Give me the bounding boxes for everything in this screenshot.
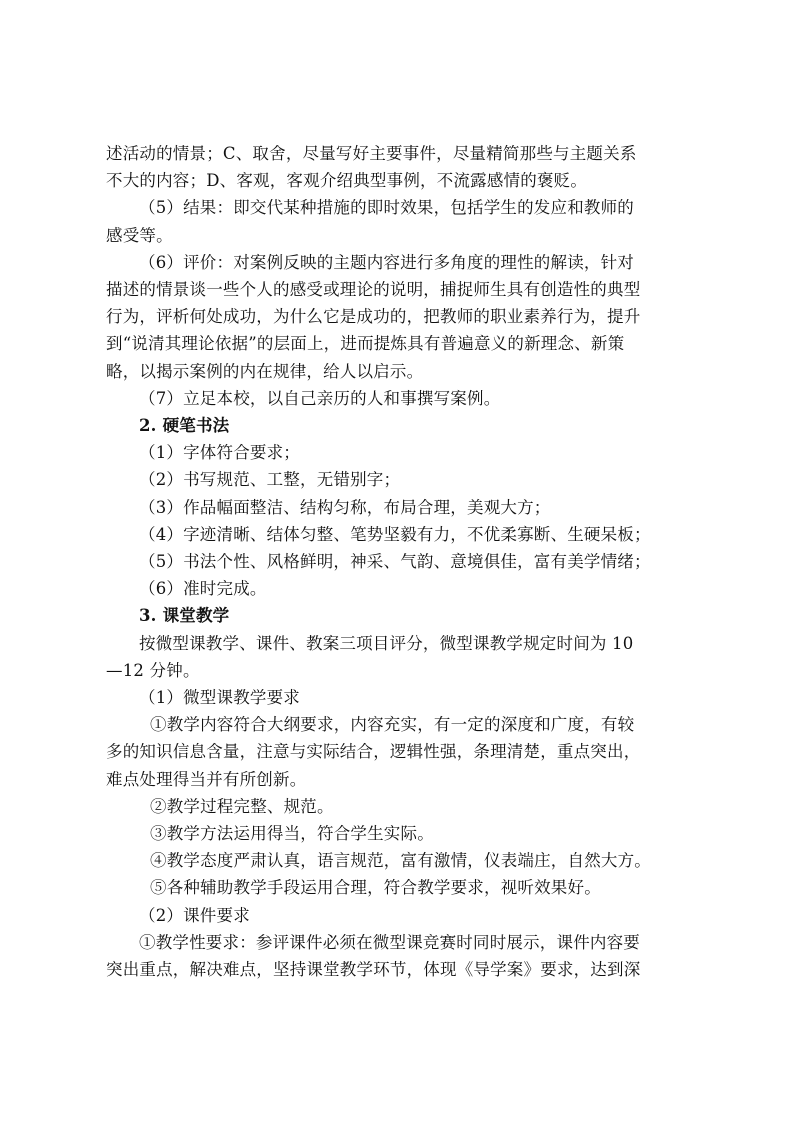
paragraph-line: 略，以揭示案例的内在规律，给人以启示。 [106, 361, 424, 381]
document-body [106, 140, 696, 983]
list-item: （5）书法个性、风格鲜明，神采、气韵、意境俱佳，富有美学情绪； [139, 552, 651, 572]
paragraph-line: 突出重点，解决难点，坚持课堂教学环节，体现《导学案》要求，达到深 [106, 960, 641, 980]
list-item: ④教学态度严肃认真，语言规范，富有激情，仪表端庄，自然大方。 [150, 851, 651, 871]
paragraph-line: 多的知识信息含量，注意与实际结合，逻辑性强，条理清楚，重点突出， [106, 742, 641, 762]
paragraph-line: 按微型课教学、课件、教案三项目评分，微型课教学规定时间为 10 [139, 633, 634, 653]
list-item: （3）作品幅面整洁、结构匀称，布局合理，美观大方； [139, 497, 551, 517]
list-item: （4）字迹清晰、结体匀整、笔势坚毅有力，不优柔寡断、生硬呆板； [139, 524, 651, 544]
paragraph-line: 到“说清其理论依据”的层面上，进而提炼具有普遍意义的新理念、新策 [106, 334, 625, 354]
subsection-heading: （2）课件要求 [139, 905, 250, 925]
paragraph-line: （7）立足本校，以自己亲历的人和事撰写案例。 [139, 388, 501, 408]
paragraph-line: 描述的情景谈一些个人的感受或理论的说明，捕捉师生具有创造性的典型 [106, 280, 641, 300]
subsection-heading: （1）微型课教学要求 [139, 688, 300, 708]
paragraph-line: （5）结果：即交代某种措施的即时效果，包括学生的发应和教师的 [139, 198, 634, 218]
list-item: ①教学内容符合大纲要求，内容充实，有一定的深度和广度，有较 [150, 715, 635, 735]
list-item: （6）准时完成。 [139, 579, 267, 599]
paragraph-line: （6）评价：对案例反映的主题内容进行多角度的理性的解读，针对 [139, 252, 634, 272]
list-item: ②教学过程完整、规范。 [150, 796, 334, 816]
section-heading: 2. 硬笔书法 [139, 416, 230, 436]
paragraph-line: 行为，评析何处成功，为什么它是成功的，把教师的职业素养行为，提升 [106, 307, 641, 327]
paragraph-line: 述活动的情景；C、取舍，尽量写好主要事件，尽量精简那些与主题关系 [106, 144, 637, 163]
list-item: ③教学方法运用得当，符合学生实际。 [150, 824, 434, 844]
paragraph-line: 难点处理得当并有所创新。 [106, 769, 307, 789]
list-item: ⑤各种辅助教学手段运用合理，符合教学要求，视听效果好。 [150, 878, 601, 898]
list-item: （1）字体符合要求； [139, 443, 300, 463]
section-heading: 3. 课堂教学 [139, 606, 230, 626]
paragraph-line: 感受等。 [106, 225, 173, 245]
list-item: （2）书写规范、工整，无错别字； [139, 470, 401, 490]
list-item: ①教学性要求：参评课件必须在微型课竞赛时同时展示，课件内容要 [139, 932, 640, 952]
paragraph-line: 不大的内容；D、客观，客观介绍典型事例，不流露感情的褒贬。 [106, 171, 588, 191]
paragraph-line: —12 分钟。 [106, 660, 200, 680]
